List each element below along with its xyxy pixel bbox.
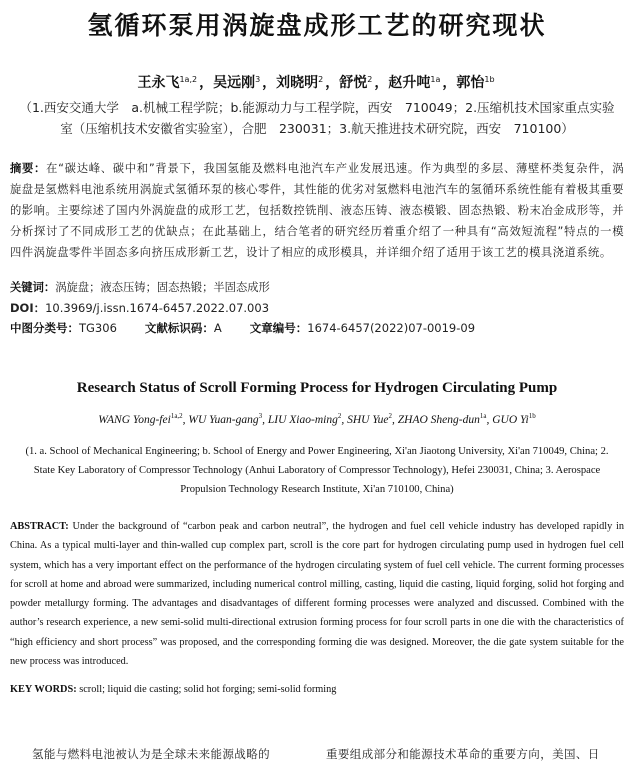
chinese-abstract-text: 在“碳达峰、碳中和”背景下，我国氢能及燃料电池汽车产业发展迅速。作为典型的多层、薄壁杯类复杂件，涡旋盘是氢燃料电池系统用涡旋式氢循环泵的核心零件，其性能的优劣对氢燃料电池汽车的氢循环系统性能有着极其重要的影响。主要综述了国内外涡旋盘的成形工艺，包括数控铣削、液态压铸、液态模锻、固态热锻、粉末冶金成形等，并分析探讨了不同成形工艺的优缺点；在此基础上，结合笔者的研究经历着重介绍了一种具有“高效短流程”特点的一模四件涡旋盘零件半固态多向挤压成形新工艺，设计了相应的成形模具，并详细介绍了适用于该工艺的模具浇道系统。 [10, 162, 624, 259]
doc-code-label: 文献标识码： [144, 321, 214, 335]
chinese-abstract [10, 158, 624, 263]
chinese-keywords [10, 279, 624, 297]
authors_cn-author-affiliation-mark: 2 [318, 75, 324, 84]
english-affiliations: (1. a. School of Mechanical Engineering; b. School of Energy and Power Engineering, Xi'an Jiaotong University, Xi'an 710049, China; 2. State Key Laboratory of Compressor Technology (Anhui Laboratory of Compressor Technology), Hefei 230031, China; 3. Aerospace Propulsion Technology Research Institute, Xi'an 710100, China) [25, 446, 609, 495]
english-abstract-text: Under the background of “carbon peak and carbon neutral”, the hydrogen and fuel cell vehicle industry has developed rapidly in China. As a typical multi-layer and thin-walled cup complex part, scroll is the core part for hydrogen circulating pump used in hydrogen fuel cell system, which has a very important effect on the performance of the hydrogen circulating system of fuel cell vehicle. The current forming processes for scroll at home and abroad were summarized, including numerical control milling, casting, liquid die casting, liquid forging, solid hot forging and powder metallurgy forming. The advantages and disadvantages of different forming processes were analyzed and discussed. Combined with the author’s research experience, a new semi-solid multi-directional extrusion forming process for four scroll parts in one die with the characteristics of “high efficiency and short process” was proposed, and the corresponding forming die was designed. Moreover, the die gate system suitable for the new process was introduced. [10, 521, 624, 668]
authors_cn-author-separator: ， [262, 75, 277, 91]
authors_en-author-name: WANG Yong-fei [98, 414, 171, 426]
clc-item [10, 319, 117, 337]
authors_cn-author-name: 王永飞 [137, 75, 180, 91]
doc-code-value: A [213, 321, 222, 335]
authors_cn-author-affiliation-mark: 3 [255, 75, 261, 84]
chinese-affiliations: （1.西安交通大学 a.机械工程学院；b.能源动力与工程学院，西安 710049；2.压缩机技术国家重点实验室（压缩机技术安徽省实验室），合肥 230031；3.航天推进技术研究院，西安 710100） [19, 100, 615, 136]
authors_cn-author-name: 郭怡 [456, 75, 485, 91]
chinese-keywords-text: 涡旋盘；液态压铸；固态热锻；半固态成形 [55, 281, 270, 294]
authors_cn-author-name: 吴远刚 [213, 75, 256, 91]
authors_en-author-affiliation-mark: 3 [258, 412, 263, 420]
authors_en-author-affiliation-mark: 1b [528, 412, 536, 420]
clc-label: 中图分类号： [10, 321, 79, 335]
authors_cn-author-name: 赵升吨 [388, 75, 431, 91]
authors_cn-author-separator: ， [325, 75, 340, 91]
article-no-label: 文章编号： [249, 321, 308, 335]
body-text-left-column: 氢能与燃料电池被认为是全球未来能源战略的 [32, 747, 270, 761]
english-keywords-text: scroll; liquid die casting; solid hot forging; semi-solid forming [79, 684, 337, 695]
authors_en-author-name: ZHAO Sheng-dun [397, 414, 480, 426]
authors_en-author-affiliation-mark: 1a,2 [170, 412, 183, 420]
doi-line [10, 299, 624, 317]
authors_en-author-separator: , [341, 414, 348, 426]
authors_en-author-name: LIU Xiao-ming [267, 414, 338, 426]
english-authors [0, 412, 634, 426]
doc-code-item [145, 319, 222, 337]
authors_cn-author-affiliation-mark: 1a [430, 75, 441, 84]
authors_en-author-separator: , [486, 414, 493, 426]
authors_cn-author-name: 舒悦 [339, 75, 368, 91]
doi-label: DOI： [10, 301, 46, 315]
authors_cn-author-separator: ， [442, 75, 457, 91]
english-keywords [10, 682, 624, 698]
authors_en-author-name: WU Yuan-gang [188, 414, 259, 426]
chinese-abstract-label: 摘要： [10, 162, 47, 175]
english-keywords-label: KEY WORDS: [10, 684, 77, 695]
english-title: Research Status of Scroll Forming Process for Hydrogen Circulating Pump [76, 380, 558, 396]
english-abstract-label: ABSTRACT: [10, 521, 69, 532]
authors_en-author-separator: , [182, 414, 189, 426]
authors_en-author-separator: , [392, 414, 398, 426]
authors_cn-author-affiliation-mark: 1b [484, 75, 495, 84]
chinese-title: 氢循环泵用涡旋盘成形工艺的研究现状 [87, 11, 547, 40]
authors_en-author-affiliation-mark: 2 [388, 412, 393, 420]
article-no-value: 1674-6457(2022)07-0019-09 [307, 321, 476, 335]
doi-value[interactable]: 10.3969/j.issn.1674-6457.2022.07.003 [45, 301, 270, 315]
authors_cn-author-affiliation-mark: 2 [367, 75, 373, 84]
body-text-right-column: 重要组成部分和能源技术革命的重要方向，美国、日 [326, 747, 600, 761]
authors_cn-author-separator: ， [374, 75, 389, 91]
authors_en-author-affiliation-mark: 1a [479, 412, 487, 420]
chinese-keywords-label: 关键词： [10, 281, 56, 294]
chinese-authors [0, 72, 634, 92]
authors_cn-author-affiliation-mark: 1a,2 [179, 75, 198, 84]
authors_en-author-separator: , [262, 414, 268, 426]
authors_en-author-name: SHU Yue [347, 414, 389, 426]
authors_cn-author-name: 刘晓明 [276, 75, 319, 91]
english-abstract [10, 517, 624, 671]
authors_en-author-name: GUO Yi [492, 414, 529, 426]
classification-line [10, 319, 624, 337]
article-no-item [250, 319, 475, 337]
authors_cn-author-separator: ， [199, 75, 214, 91]
authors_en-author-affiliation-mark: 2 [337, 412, 342, 420]
clc-value: TG306 [79, 321, 117, 335]
